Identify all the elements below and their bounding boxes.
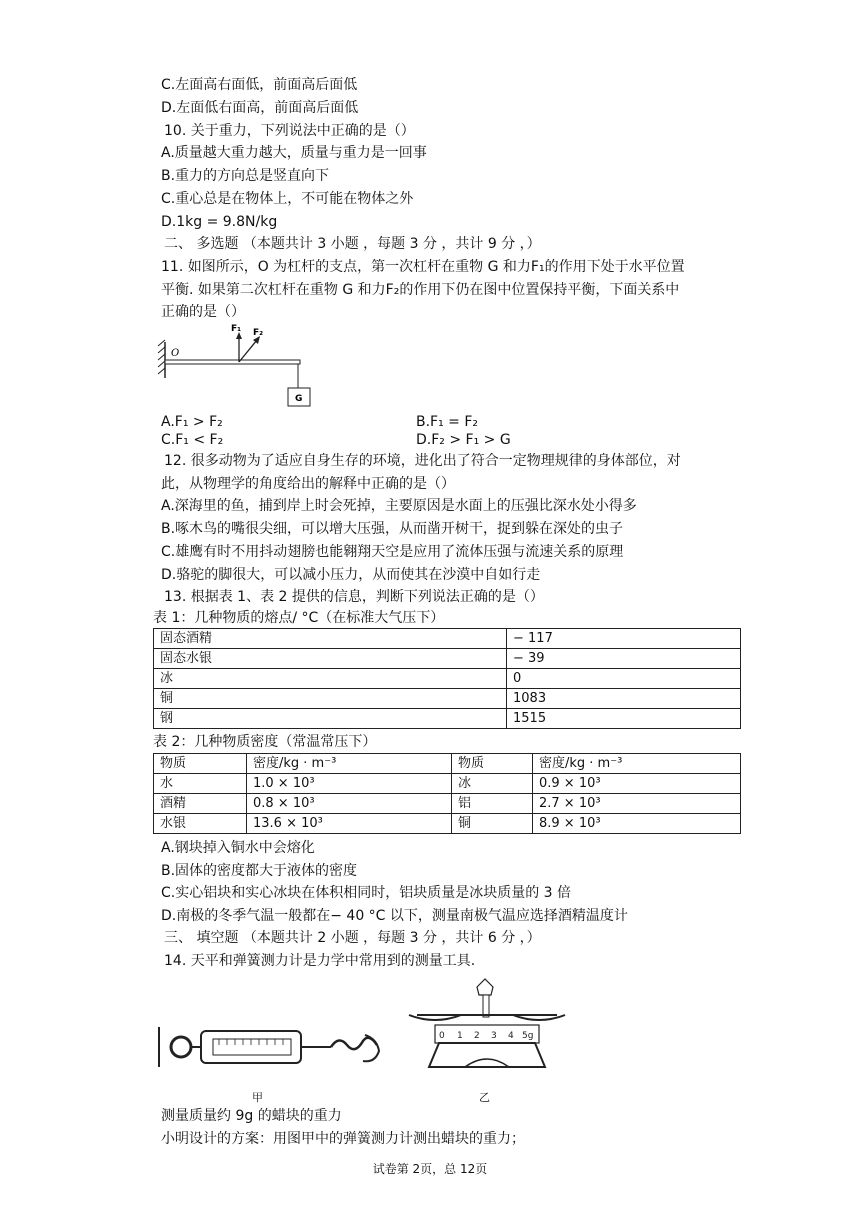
balance-scale-label: 5g (522, 1031, 534, 1041)
q10-option-d: D.1kg = 9.8N/kg (161, 214, 278, 230)
table-cell: 1515 (507, 709, 741, 729)
balance-figure (405, 975, 570, 1075)
table-cell: 固态酒精 (154, 629, 507, 649)
q11-option-c: C.F₁ < F₂ (161, 432, 224, 448)
table-header-cell: 密度/kg · m⁻³ (247, 754, 452, 774)
table-header-cell: 物质 (452, 754, 533, 774)
table-cell: 铜 (154, 689, 507, 709)
table-header-cell: 密度/kg · m⁻³ (533, 754, 741, 774)
q13-option-a: A.钢块掉入铜水中会熔化 (161, 840, 315, 856)
q11-stem-line1: 11. 如图所示，O 为杠杆的支点，第一次杠杆在重物 G 和力F₁的作用下处于水平位置 (161, 259, 685, 275)
lever-f1-label: F₁ (231, 324, 242, 334)
q14-line1: 测量质量约 9g 的蜡块的重力 (161, 1108, 342, 1124)
table-header-row (154, 754, 741, 774)
table-cell: 8.9 × 10³ (533, 814, 741, 834)
table-cell: 水银 (154, 814, 247, 834)
q11-option-d: D.F₂ > F₁ > G (416, 432, 511, 448)
table-cell: 固态水银 (154, 649, 507, 669)
table-cell: 酒精 (154, 794, 247, 814)
q14-line2: 小明设计的方案：用图甲中的弹簧测力计测出蜡块的重力； (161, 1131, 525, 1147)
table-row (154, 794, 741, 814)
table1-caption: 表 1：几种物质的熔点/ °C（在标准大气压下） (153, 610, 445, 626)
figure-label-jia: 甲 (252, 1091, 263, 1104)
q9-option-c: C.左面高右面低，前面高后面低 (161, 77, 358, 93)
q10-option-c: C.重心总是在物体上，不可能在物体之外 (161, 191, 414, 207)
q11-option-a: A.F₁ > F₂ (161, 414, 223, 430)
table-cell: 铜 (452, 814, 533, 834)
q12-option-c: C.雄鹰有时不用抖动翅膀也能翱翔天空是应用了流体压强与流速关系的原理 (161, 544, 624, 560)
q10-option-a: A.质量越大重力越大，质量与重力是一回事 (161, 145, 427, 161)
table-header-cell: 物质 (154, 754, 247, 774)
balance-scale-label: 3 (491, 1031, 497, 1041)
lever-o-label: O (171, 348, 180, 359)
lever-diagram (155, 320, 335, 412)
balance-scale-label: 2 (474, 1031, 480, 1041)
q11-stem-line2: 平衡. 如果第二次杠杆在重物 G 和力F₂的作用下仍在图中位置保持平衡，下面关系中 (161, 282, 680, 298)
q9-option-d: D.左面低右面高，前面高后面低 (161, 100, 359, 116)
section-2-title: 二、 多选题 （本题共计 3 小题 ，每题 3 分 ，共计 9 分 ，） (164, 236, 541, 252)
table-cell: 水 (154, 774, 247, 794)
table-row (154, 649, 741, 669)
table-row (154, 814, 741, 834)
table-cell: 1.0 × 10³ (247, 774, 452, 794)
table-cell: 2.7 × 10³ (533, 794, 741, 814)
table-row (154, 669, 741, 689)
melting-point-table (153, 628, 741, 729)
page-footer: 试卷第 2页，总 12页 (372, 1162, 488, 1176)
table-cell: 13.6 × 10³ (247, 814, 452, 834)
balance-scale-label: 4 (508, 1031, 514, 1041)
q12-option-d: D.骆驼的脚很大，可以减小压力，从而使其在沙漠中自如行走 (161, 567, 541, 583)
q13-stem: 13. 根据表 1、表 2 提供的信息，判断下列说法正确的是（） (164, 589, 544, 605)
q12-option-b: B.啄木鸟的嘴很尖细，可以增大压强，从而凿开树干，捉到躲在深处的虫子 (161, 521, 624, 537)
table-row (154, 709, 741, 729)
table-cell: − 39 (507, 649, 741, 669)
figure-label-yi: 乙 (479, 1091, 490, 1104)
table-cell: 钢 (154, 709, 507, 729)
lever-g-label: G (295, 394, 303, 404)
q10-option-b: B.重力的方向总是竖直向下 (161, 168, 330, 184)
lever-f2-label: F₂ (253, 328, 264, 338)
table-cell: 铝 (452, 794, 533, 814)
balance-scale-label: 1 (457, 1031, 463, 1041)
table-cell: 0.9 × 10³ (533, 774, 741, 794)
q13-option-b: B.固体的密度都大于液体的密度 (161, 863, 358, 879)
table-row (154, 774, 741, 794)
q13-option-d: D.南极的冬季气温一般都在− 40 °C 以下，测量南极气温应选择酒精温度计 (161, 908, 628, 924)
table-cell: 0 (507, 669, 741, 689)
q12-option-a: A.深海里的鱼，捕到岸上时会死掉，主要原因是水面上的压强比深水处小得多 (161, 498, 637, 514)
table-cell: 冰 (154, 669, 507, 689)
q12-stem-line1: 12. 很多动物为了适应自身生存的环境，进化出了符合一定物理规律的身体部位，对 (164, 453, 681, 469)
q12-stem-line2: 此，从物理学的角度给出的解释中正确的是（） (161, 476, 455, 492)
table-cell: 冰 (452, 774, 533, 794)
balance-scale-label: 0 (439, 1031, 445, 1041)
section-3-title: 三、 填空题 （本题共计 2 小题 ，每题 3 分 ，共计 6 分 ，） (164, 930, 541, 946)
q14-stem: 14. 天平和弹簧测力计是力学中常用到的测量工具. (164, 953, 476, 969)
table-cell: 1083 (507, 689, 741, 709)
table2-caption: 表 2：几种物质密度（常温常压下） (153, 734, 377, 750)
q10-stem: 10. 关于重力，下列说法中正确的是（） (164, 123, 415, 139)
spring-scale-figure (155, 1015, 395, 1075)
density-table (153, 753, 741, 834)
q11-stem-line3: 正确的是（） (161, 304, 245, 320)
table-cell: 0.8 × 10³ (247, 794, 452, 814)
q13-option-c: C.实心铝块和实心冰块在体积相同时，铝块质量是冰块质量的 3 倍 (161, 885, 572, 901)
q11-option-b: B.F₁ = F₂ (416, 414, 479, 430)
table-row (154, 689, 741, 709)
table-row (154, 629, 741, 649)
table-cell: − 117 (507, 629, 741, 649)
